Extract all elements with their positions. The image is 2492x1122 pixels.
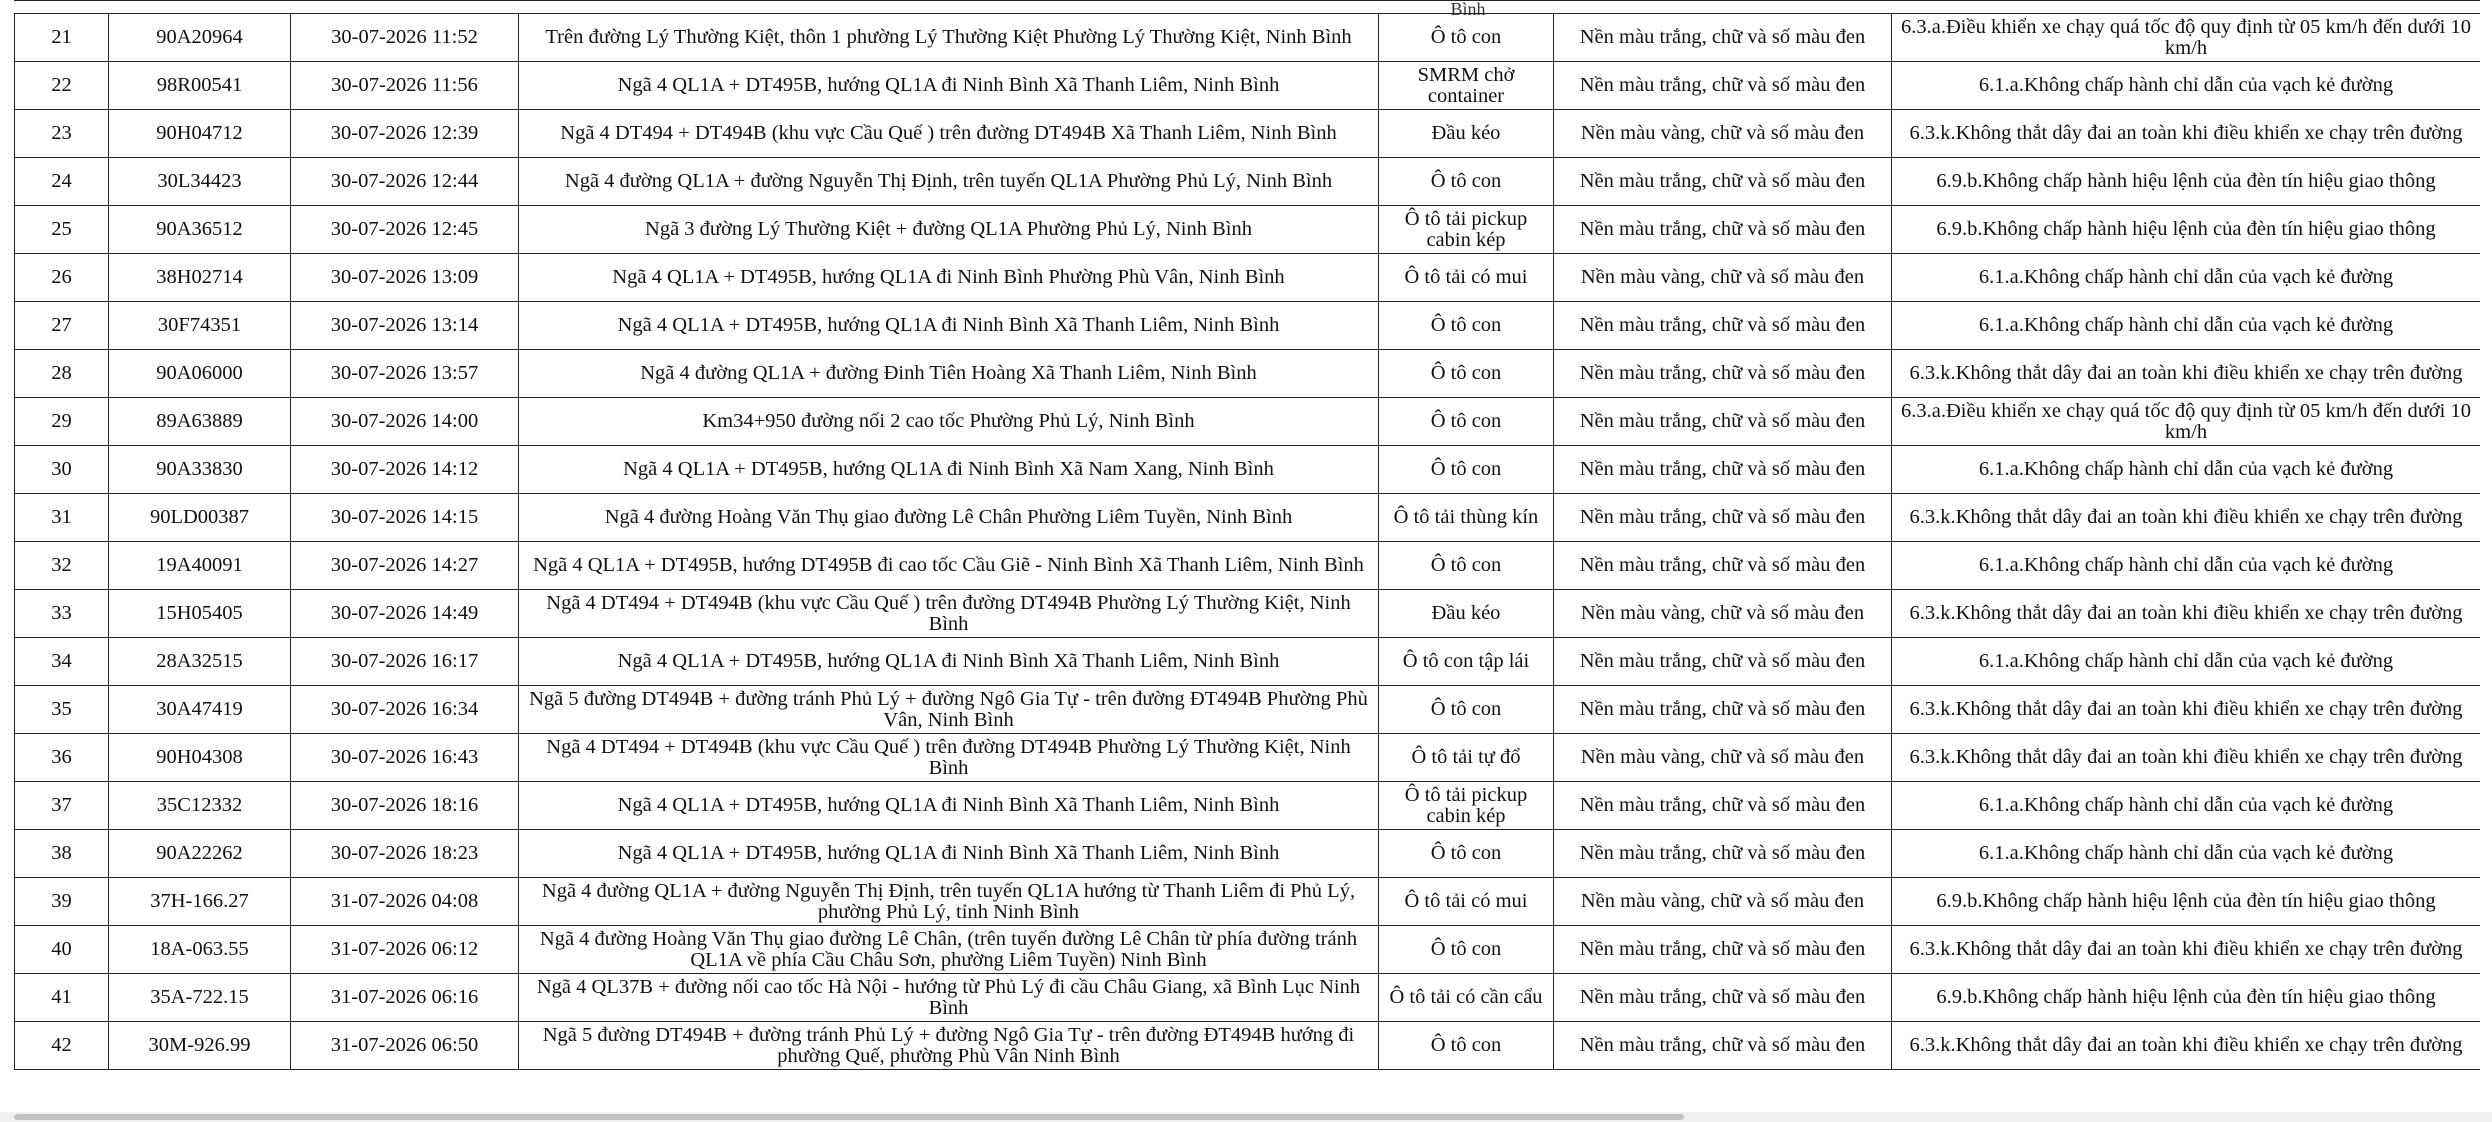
violation-cell[interactable]: 6.3.k.Không thắt dây đai an toàn khi điều khiển xe chạy trên đường (1892, 590, 2481, 638)
violation-cell[interactable]: 6.1.a.Không chấp hành chỉ dẫn của vạch kẻ đường (1892, 782, 2481, 830)
table-row (15, 62, 2481, 110)
location-cell[interactable]: Ngã 4 đường Hoàng Văn Thụ giao đường Lê Chân Phường Liêm Tuyền, Ninh Bình (519, 494, 1379, 542)
license-plate-cell[interactable]: 15H05405 (109, 590, 291, 638)
row-number-cell[interactable]: 39 (15, 878, 109, 926)
license-plate-cell[interactable]: 89A63889 (109, 398, 291, 446)
row-number-cell[interactable]: 23 (15, 110, 109, 158)
table-row (15, 1022, 2481, 1070)
vehicle-type-cell[interactable]: Ô tô con (1379, 830, 1554, 878)
table-row (15, 206, 2481, 254)
vehicle-type-cell[interactable]: Ô tô con (1379, 686, 1554, 734)
violation-cell[interactable]: 6.3.k.Không thắt dây đai an toàn khi điều khiển xe chạy trên đường (1892, 1022, 2481, 1070)
row-number-cell[interactable]: 37 (15, 782, 109, 830)
license-plate-cell[interactable]: 90A33830 (109, 446, 291, 494)
plate-color-cell[interactable]: Nền màu trắng, chữ và số màu đen (1554, 206, 1892, 254)
plate-color-cell[interactable]: Nền màu vàng, chữ và số màu đen (1554, 878, 1892, 926)
row-number-cell[interactable]: 21 (15, 14, 109, 62)
license-plate-cell[interactable]: 90H04712 (109, 110, 291, 158)
location-cell[interactable]: Ngã 4 QL1A + DT495B, hướng QL1A đi Ninh Bình Xã Thanh Liêm, Ninh Bình (519, 62, 1379, 110)
vehicle-type-cell[interactable]: Ô tô con (1379, 302, 1554, 350)
row-number-cell[interactable]: 28 (15, 350, 109, 398)
location-cell[interactable]: Ngã 4 QL1A + DT495B, hướng QL1A đi Ninh Bình Xã Thanh Liêm, Ninh Bình (519, 830, 1379, 878)
license-plate-cell[interactable]: 38H02714 (109, 254, 291, 302)
horizontal-scrollbar[interactable] (0, 1112, 2492, 1122)
vehicle-type-cell[interactable]: Ô tô con (1379, 14, 1554, 62)
license-plate-cell[interactable]: 90LD00387 (109, 494, 291, 542)
violation-cell[interactable]: 6.1.a.Không chấp hành chỉ dẫn của vạch kẻ đường (1892, 446, 2481, 494)
violation-time-cell[interactable]: 30-07-2026 16:43 (291, 734, 519, 782)
plate-color-cell[interactable]: Nền màu vàng, chữ và số màu đen (1554, 734, 1892, 782)
row-number-cell[interactable]: 31 (15, 494, 109, 542)
location-cell[interactable]: Ngã 4 đường QL1A + đường Nguyễn Thị Định, trên tuyến QL1A hướng từ Thanh Liêm đi Phủ Lý, phường Phủ Lý, tỉnh Ninh Bình (519, 878, 1379, 926)
location-cell[interactable]: Ngã 4 QL1A + DT495B, hướng QL1A đi Ninh Bình Xã Nam Xang, Ninh Bình (519, 446, 1379, 494)
table-row (15, 782, 2481, 830)
vehicle-type-cell[interactable]: Ô tô con tập lái (1379, 638, 1554, 686)
table-body (15, 14, 2481, 1070)
plate-color-cell[interactable]: Nền màu trắng, chữ và số màu đen (1554, 974, 1892, 1022)
license-plate-cell[interactable]: 18A-063.55 (109, 926, 291, 974)
location-cell[interactable]: Ngã 4 DT494 + DT494B (khu vực Cầu Quế ) trên đường DT494B Phường Lý Thường Kiệt, Ninh Bình (519, 734, 1379, 782)
location-cell[interactable]: Ngã 4 đường QL1A + đường Nguyễn Thị Định, trên tuyến QL1A Phường Phủ Lý, Ninh Bình (519, 158, 1379, 206)
violation-cell[interactable]: 6.9.b.Không chấp hành hiệu lệnh của đèn tín hiệu giao thông (1892, 878, 2481, 926)
vehicle-type-cell[interactable]: Đầu kéo (1379, 590, 1554, 638)
row-number-cell[interactable]: 34 (15, 638, 109, 686)
violation-time-cell[interactable]: 31-07-2026 06:12 (291, 926, 519, 974)
location-cell[interactable]: Ngã 5 đường DT494B + đường tránh Phủ Lý + đường Ngô Gia Tự - trên đường ĐT494B Phường Phù Vân, Ninh Bình (519, 686, 1379, 734)
table-row (15, 686, 2481, 734)
row-number-cell[interactable]: 24 (15, 158, 109, 206)
location-cell[interactable]: Ngã 4 đường QL1A + đường Đinh Tiên Hoàng Xã Thanh Liêm, Ninh Bình (519, 350, 1379, 398)
violation-time-cell[interactable]: 30-07-2026 13:57 (291, 350, 519, 398)
table-row (15, 638, 2481, 686)
violation-cell[interactable]: 6.9.b.Không chấp hành hiệu lệnh của đèn tín hiệu giao thông (1892, 158, 2481, 206)
row-number-cell[interactable]: 42 (15, 1022, 109, 1070)
license-plate-cell[interactable]: 28A32515 (109, 638, 291, 686)
violation-time-cell[interactable]: 30-07-2026 11:52 (291, 14, 519, 62)
license-plate-cell[interactable]: 35A-722.15 (109, 974, 291, 1022)
plate-color-cell[interactable]: Nền màu trắng, chữ và số màu đen (1554, 638, 1892, 686)
vehicle-type-cell[interactable]: Ô tô con (1379, 1022, 1554, 1070)
license-plate-cell[interactable]: 30F74351 (109, 302, 291, 350)
row-number-cell[interactable]: 30 (15, 446, 109, 494)
location-cell[interactable]: Ngã 4 QL1A + DT495B, hướng QL1A đi Ninh Bình Phường Phù Vân, Ninh Bình (519, 254, 1379, 302)
table-row (15, 158, 2481, 206)
table-row (15, 14, 2481, 62)
location-cell[interactable]: Ngã 4 QL1A + DT495B, hướng QL1A đi Ninh Bình Xã Thanh Liêm, Ninh Bình (519, 302, 1379, 350)
license-plate-cell[interactable]: 30L34423 (109, 158, 291, 206)
plate-color-cell[interactable]: Nền màu trắng, chữ và số màu đen (1554, 830, 1892, 878)
table-row (15, 542, 2481, 590)
scrollbar-thumb[interactable] (14, 1114, 1684, 1120)
plate-color-cell[interactable]: Nền màu trắng, chữ và số màu đen (1554, 302, 1892, 350)
table-row (15, 974, 2481, 1022)
license-plate-cell[interactable]: 90H04308 (109, 734, 291, 782)
location-cell[interactable]: Ngã 4 DT494 + DT494B (khu vực Cầu Quế ) trên đường DT494B Xã Thanh Liêm, Ninh Bình (519, 110, 1379, 158)
row-number-cell[interactable]: 26 (15, 254, 109, 302)
license-plate-cell[interactable]: 35C12332 (109, 782, 291, 830)
violation-time-cell[interactable]: 30-07-2026 12:44 (291, 158, 519, 206)
violation-cell[interactable]: 6.1.a.Không chấp hành chỉ dẫn của vạch kẻ đường (1892, 638, 2481, 686)
vehicle-type-cell[interactable]: Ô tô con (1379, 446, 1554, 494)
plate-color-cell[interactable]: Nền màu trắng, chữ và số màu đen (1554, 542, 1892, 590)
row-number-cell[interactable]: 35 (15, 686, 109, 734)
license-plate-cell[interactable]: 30M-926.99 (109, 1022, 291, 1070)
location-cell[interactable]: Km34+950 đường nối 2 cao tốc Phường Phủ Lý, Ninh Bình (519, 398, 1379, 446)
row-number-cell[interactable]: 27 (15, 302, 109, 350)
location-cell[interactable]: Ngã 4 DT494 + DT494B (khu vực Cầu Quế ) trên đường DT494B Phường Lý Thường Kiệt, Ninh Bình (519, 590, 1379, 638)
vehicle-type-cell[interactable]: Ô tô con (1379, 542, 1554, 590)
violation-time-cell[interactable]: 30-07-2026 11:56 (291, 62, 519, 110)
table-row (15, 254, 2481, 302)
violation-time-cell[interactable]: 31-07-2026 06:16 (291, 974, 519, 1022)
plate-color-cell[interactable]: Nền màu trắng, chữ và số màu đen (1554, 14, 1892, 62)
row-number-cell[interactable]: 40 (15, 926, 109, 974)
license-plate-cell[interactable]: 98R00541 (109, 62, 291, 110)
table-row (15, 350, 2481, 398)
license-plate-cell[interactable]: 37H-166.27 (109, 878, 291, 926)
violation-time-cell[interactable]: 30-07-2026 14:12 (291, 446, 519, 494)
violations-table (14, 13, 2480, 1070)
vehicle-type-cell[interactable]: Ô tô tải có mui (1379, 254, 1554, 302)
location-cell[interactable]: Ngã 4 QL1A + DT495B, hướng QL1A đi Ninh Bình Xã Thanh Liêm, Ninh Bình (519, 782, 1379, 830)
table-row (15, 302, 2481, 350)
plate-color-cell[interactable]: Nền màu trắng, chữ và số màu đen (1554, 398, 1892, 446)
vehicle-type-cell[interactable]: Ô tô tải có mui (1379, 878, 1554, 926)
plate-color-cell[interactable]: Nền màu vàng, chữ và số màu đen (1554, 110, 1892, 158)
plate-color-cell[interactable]: Nền màu trắng, chữ và số màu đen (1554, 1022, 1892, 1070)
violation-cell[interactable]: 6.3.a.Điều khiển xe chạy quá tốc độ quy định từ 05 km/h đến dưới 10 km/h (1892, 14, 2481, 62)
violation-cell[interactable]: 6.3.k.Không thắt dây đai an toàn khi điều khiển xe chạy trên đường (1892, 734, 2481, 782)
location-cell[interactable]: Ngã 4 QL1A + DT495B, hướng DT495B đi cao tốc Cầu Giẽ - Ninh Bình Xã Thanh Liêm, Ninh Bình (519, 542, 1379, 590)
table-row (15, 398, 2481, 446)
violation-time-cell[interactable]: 30-07-2026 14:15 (291, 494, 519, 542)
violation-time-cell[interactable]: 30-07-2026 13:14 (291, 302, 519, 350)
row-number-cell[interactable]: 29 (15, 398, 109, 446)
vehicle-type-cell[interactable]: Ô tô tải thùng kín (1379, 494, 1554, 542)
table-row (15, 494, 2481, 542)
table-row (15, 830, 2481, 878)
location-cell[interactable]: Trên đường Lý Thường Kiệt, thôn 1 phường Lý Thường Kiệt Phường Lý Thường Kiệt, Ninh Bình (519, 14, 1379, 62)
table-row (15, 110, 2481, 158)
license-plate-cell[interactable]: 90A20964 (109, 14, 291, 62)
location-cell[interactable]: Ngã 4 QL37B + đường nối cao tốc Hà Nội - hướng từ Phủ Lý đi cầu Châu Giang, xã Bình Lục Ninh Bình (519, 974, 1379, 1022)
violation-time-cell[interactable]: 30-07-2026 16:17 (291, 638, 519, 686)
violation-time-cell[interactable]: 30-07-2026 12:45 (291, 206, 519, 254)
partial-row-text: Bình (1450, 0, 1486, 19)
violation-cell[interactable]: 6.3.k.Không thắt dây đai an toàn khi điều khiển xe chạy trên đường (1892, 686, 2481, 734)
vehicle-type-cell[interactable]: Đầu kéo (1379, 110, 1554, 158)
location-cell[interactable]: Ngã 4 đường Hoàng Văn Thụ giao đường Lê Chân, (trên tuyến đường Lê Chân từ phía đường tránh QL1A về phía Cầu Châu Sơn, phường Liêm Tuyền) Ninh Bình (519, 926, 1379, 974)
table-row (15, 446, 2481, 494)
vehicle-type-cell[interactable]: Ô tô tải tự đổ (1379, 734, 1554, 782)
vehicle-type-cell[interactable]: SMRM chở container (1379, 62, 1554, 110)
location-cell[interactable]: Ngã 4 QL1A + DT495B, hướng QL1A đi Ninh Bình Xã Thanh Liêm, Ninh Bình (519, 638, 1379, 686)
vehicle-type-cell[interactable]: Ô tô tải có cần cẩu (1379, 974, 1554, 1022)
vehicle-type-cell[interactable]: Ô tô con (1379, 350, 1554, 398)
table-row (15, 734, 2481, 782)
spreadsheet-view (14, 0, 2480, 1111)
violation-time-cell[interactable]: 30-07-2026 14:27 (291, 542, 519, 590)
violation-time-cell[interactable]: 31-07-2026 06:50 (291, 1022, 519, 1070)
vehicle-type-cell[interactable]: Ô tô con (1379, 158, 1554, 206)
vehicle-type-cell[interactable]: Ô tô tải pickup cabin kép (1379, 206, 1554, 254)
violation-cell[interactable]: 6.9.b.Không chấp hành hiệu lệnh của đèn tín hiệu giao thông (1892, 974, 2481, 1022)
plate-color-cell[interactable]: Nền màu trắng, chữ và số màu đen (1554, 494, 1892, 542)
violation-cell[interactable]: 6.3.k.Không thắt dây đai an toàn khi điều khiển xe chạy trên đường (1892, 926, 2481, 974)
plate-color-cell[interactable]: Nền màu vàng, chữ và số màu đen (1554, 590, 1892, 638)
row-number-cell[interactable]: 32 (15, 542, 109, 590)
violation-time-cell[interactable]: 30-07-2026 12:39 (291, 110, 519, 158)
violation-cell[interactable]: 6.1.a.Không chấp hành chỉ dẫn của vạch kẻ đường (1892, 542, 2481, 590)
violation-time-cell[interactable]: 30-07-2026 14:49 (291, 590, 519, 638)
license-plate-cell[interactable]: 90A22262 (109, 830, 291, 878)
violation-cell[interactable]: 6.1.a.Không chấp hành chỉ dẫn của vạch kẻ đường (1892, 254, 2481, 302)
violation-cell[interactable]: 6.3.a.Điều khiển xe chạy quá tốc độ quy định từ 05 km/h đến dưới 10 km/h (1892, 398, 2481, 446)
row-number-cell[interactable]: 22 (15, 62, 109, 110)
vehicle-type-cell[interactable]: Ô tô con (1379, 926, 1554, 974)
violation-cell[interactable]: 6.1.a.Không chấp hành chỉ dẫn của vạch kẻ đường (1892, 830, 2481, 878)
license-plate-cell[interactable]: 30A47419 (109, 686, 291, 734)
violation-cell[interactable]: 6.1.a.Không chấp hành chỉ dẫn của vạch kẻ đường (1892, 302, 2481, 350)
violation-time-cell[interactable]: 30-07-2026 18:16 (291, 782, 519, 830)
row-number-cell[interactable]: 38 (15, 830, 109, 878)
row-number-cell[interactable]: 36 (15, 734, 109, 782)
plate-color-cell[interactable]: Nền màu trắng, chữ và số màu đen (1554, 926, 1892, 974)
violation-cell[interactable]: 6.3.k.Không thắt dây đai an toàn khi điều khiển xe chạy trên đường (1892, 110, 2481, 158)
violation-time-cell[interactable]: 30-07-2026 16:34 (291, 686, 519, 734)
plate-color-cell[interactable]: Nền màu trắng, chữ và số màu đen (1554, 158, 1892, 206)
plate-color-cell[interactable]: Nền màu trắng, chữ và số màu đen (1554, 446, 1892, 494)
violation-cell[interactable]: 6.3.k.Không thắt dây đai an toàn khi điều khiển xe chạy trên đường (1892, 350, 2481, 398)
plate-color-cell[interactable]: Nền màu trắng, chữ và số màu đen (1554, 686, 1892, 734)
violation-cell[interactable]: 6.1.a.Không chấp hành chỉ dẫn của vạch kẻ đường (1892, 62, 2481, 110)
location-cell[interactable]: Ngã 3 đường Lý Thường Kiệt + đường QL1A Phường Phủ Lý, Ninh Bình (519, 206, 1379, 254)
plate-color-cell[interactable]: Nền màu trắng, chữ và số màu đen (1554, 350, 1892, 398)
partial-row-above (14, 0, 2480, 19)
plate-color-cell[interactable]: Nền màu trắng, chữ và số màu đen (1554, 62, 1892, 110)
violation-time-cell[interactable]: 30-07-2026 13:09 (291, 254, 519, 302)
violation-time-cell[interactable]: 30-07-2026 18:23 (291, 830, 519, 878)
license-plate-cell[interactable]: 90A06000 (109, 350, 291, 398)
violation-time-cell[interactable]: 30-07-2026 14:00 (291, 398, 519, 446)
table-row (15, 878, 2481, 926)
license-plate-cell[interactable]: 90A36512 (109, 206, 291, 254)
table-row (15, 926, 2481, 974)
license-plate-cell[interactable]: 19A40091 (109, 542, 291, 590)
violation-cell[interactable]: 6.3.k.Không thắt dây đai an toàn khi điều khiển xe chạy trên đường (1892, 494, 2481, 542)
table-row (15, 590, 2481, 638)
violation-time-cell[interactable]: 31-07-2026 04:08 (291, 878, 519, 926)
row-number-cell[interactable]: 25 (15, 206, 109, 254)
row-number-cell[interactable]: 33 (15, 590, 109, 638)
violation-cell[interactable]: 6.9.b.Không chấp hành hiệu lệnh của đèn tín hiệu giao thông (1892, 206, 2481, 254)
plate-color-cell[interactable]: Nền màu vàng, chữ và số màu đen (1554, 254, 1892, 302)
plate-color-cell[interactable]: Nền màu trắng, chữ và số màu đen (1554, 782, 1892, 830)
row-number-cell[interactable]: 41 (15, 974, 109, 1022)
location-cell[interactable]: Ngã 5 đường DT494B + đường tránh Phủ Lý + đường Ngô Gia Tự - trên đường ĐT494B hướng đi phường Quế, phường Phù Vân Ninh Bình (519, 1022, 1379, 1070)
vehicle-type-cell[interactable]: Ô tô tải pickup cabin kép (1379, 782, 1554, 830)
vehicle-type-cell[interactable]: Ô tô con (1379, 398, 1554, 446)
